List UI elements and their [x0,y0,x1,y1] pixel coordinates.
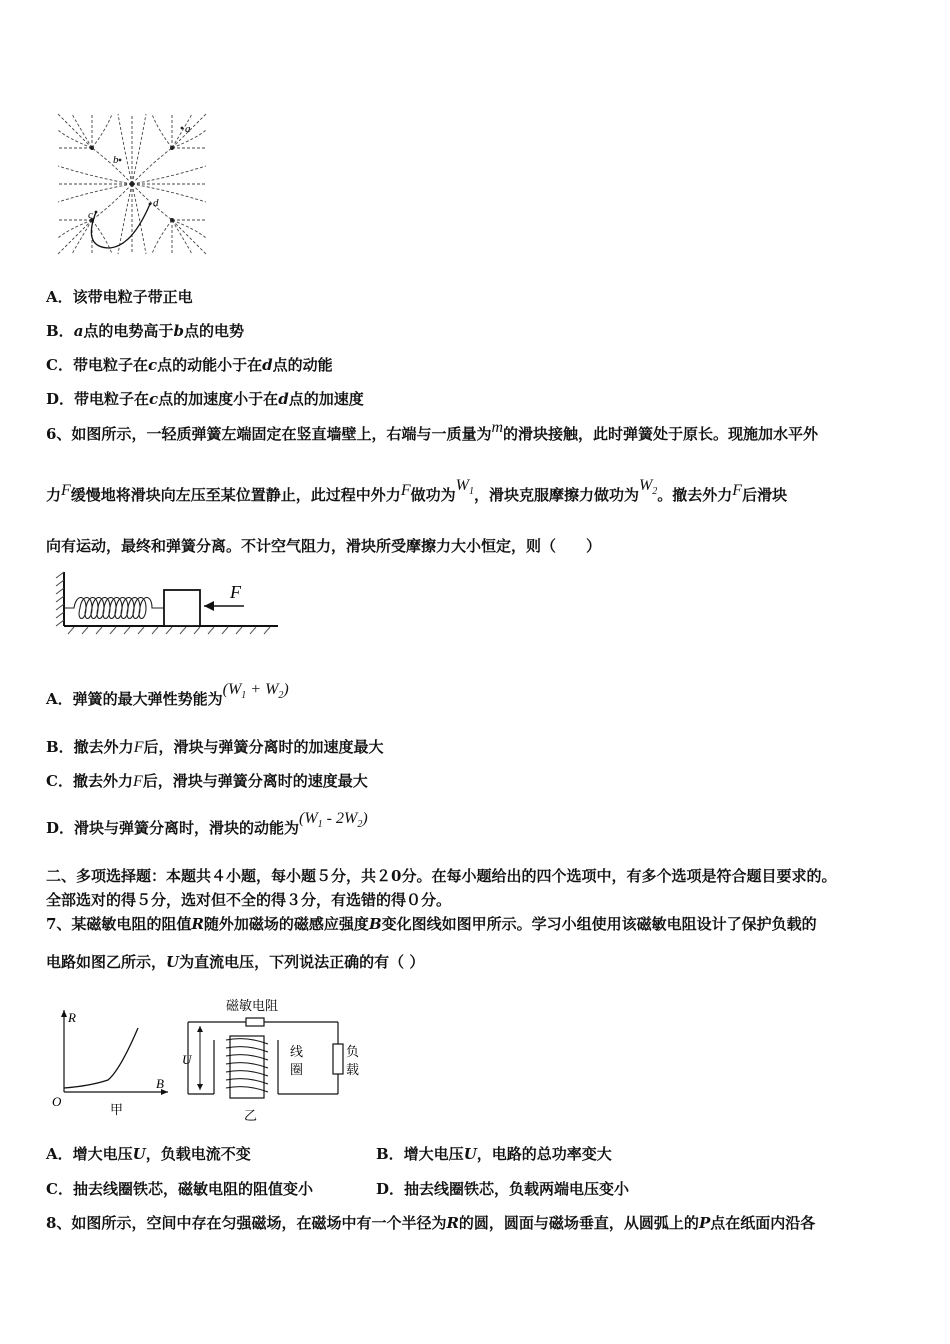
q5-option-c: C．带电粒子在c点的动能小于在d点的动能 [46,356,333,374]
graph-caption: 甲 [110,1103,124,1118]
q6-option-c: C．撤去外力F后，滑块与弹簧分离时的速度最大 [46,772,368,790]
q6-option-d: D．滑块与弹簧分离时，滑块的动能为$(W_1 - 2W_2)$ [46,810,368,837]
label-b: b [113,154,119,166]
spring-block-figure [52,570,282,640]
q5-option-a: A．该带电粒子带正电 [46,288,193,306]
graph-origin: O [52,1094,62,1109]
q6-option-a: A．弹簧的最大弹性势能为$(W_1 + W_2)$ [46,681,289,708]
magnetoresistor [246,1018,264,1026]
coil-label-1: 线 [290,1045,304,1060]
load-resistor [333,1044,343,1074]
q7-option-c: C．抽去线圈铁芯，磁敏电阻的阻值变小 [46,1180,313,1198]
q5-option-d: D．带电粒子在c点的加速度小于在d点的加速度 [46,390,364,408]
q7-stem-line-2: 电路如图乙所示，U为直流电压，下列说法正确的有（ ） [46,953,425,971]
q6-stem-line-1: 6、如图所示，一轻质弹簧左端固定在竖直墙壁上，右端与一质量为m的滑块接触，此时弹簧处于原长。现施加水平外 [46,419,819,443]
force-label: F [230,582,241,602]
spring-coil [64,598,164,619]
rb-graph-figure [50,1006,180,1122]
q7-option-a: A．增大电压U，负载电流不变 [46,1145,251,1163]
q7-option-b: B．增大电压U，电路的总功率变大 [376,1145,612,1163]
section2-instructions-1: 二、多项选择题：本题共４小题，每小题５分，共２0分。在每小题给出的四个选项中，有多个选项是符合题目要求的。 [46,867,837,885]
sliding-block [164,590,200,626]
q6-option-b: B．撤去外力F后，滑块与弹簧分离时的加速度最大 [46,738,384,756]
load-label-1: 负 [346,1045,360,1060]
graph-y-label: R [68,1010,76,1025]
rb-curve [64,1028,138,1088]
label-c: c [88,209,93,221]
circuit-caption: 乙 [244,1109,258,1124]
section2-instructions-2: 全部选对的得５分，选对但不全的得３分，有选错的得０分。 [46,891,452,909]
q8-stem-line-1: 8、如图所示，空间中存在匀强磁场，在磁场中有一个半径为R的圆，圆面与磁场垂直，从圆弧上的P点在纸面内沿各 [46,1214,816,1232]
load-label-2: 载 [346,1063,360,1078]
q5-option-b: B．a点的电势高于b点的电势 [46,322,244,340]
coil-label-2: 圈 [290,1063,304,1078]
circuit-figure [178,996,368,1124]
q7-option-d: D．抽去线圈铁芯，负载两端电压变小 [376,1180,630,1198]
resistor-label: 磁敏电阻 [226,999,279,1014]
q6-stem-line-3: 向有运动，最终和弹簧分离。不计空气阻力，滑块所受摩擦力大小恒定，则（ ） [46,537,602,555]
graph-x-label: B [156,1076,164,1091]
field-lines-figure [52,108,212,258]
voltage-label: U [182,1052,192,1067]
label-d: d [153,197,159,209]
q6-stem-line-2: 力F缓慢地将滑块向左压至某位置静止，此过程中外力F做功为$W_1$，滑块克服摩擦力做功为$W_2$。撤去外力F后滑块 [46,477,788,504]
label-a: a [185,123,191,135]
q7-stem-line-1: 7、某磁敏电阻的阻值R随外加磁场的磁感应强度B变化图线如图甲所示。学习小组使用该磁敏电阻设计了保护负载的 [46,915,817,933]
